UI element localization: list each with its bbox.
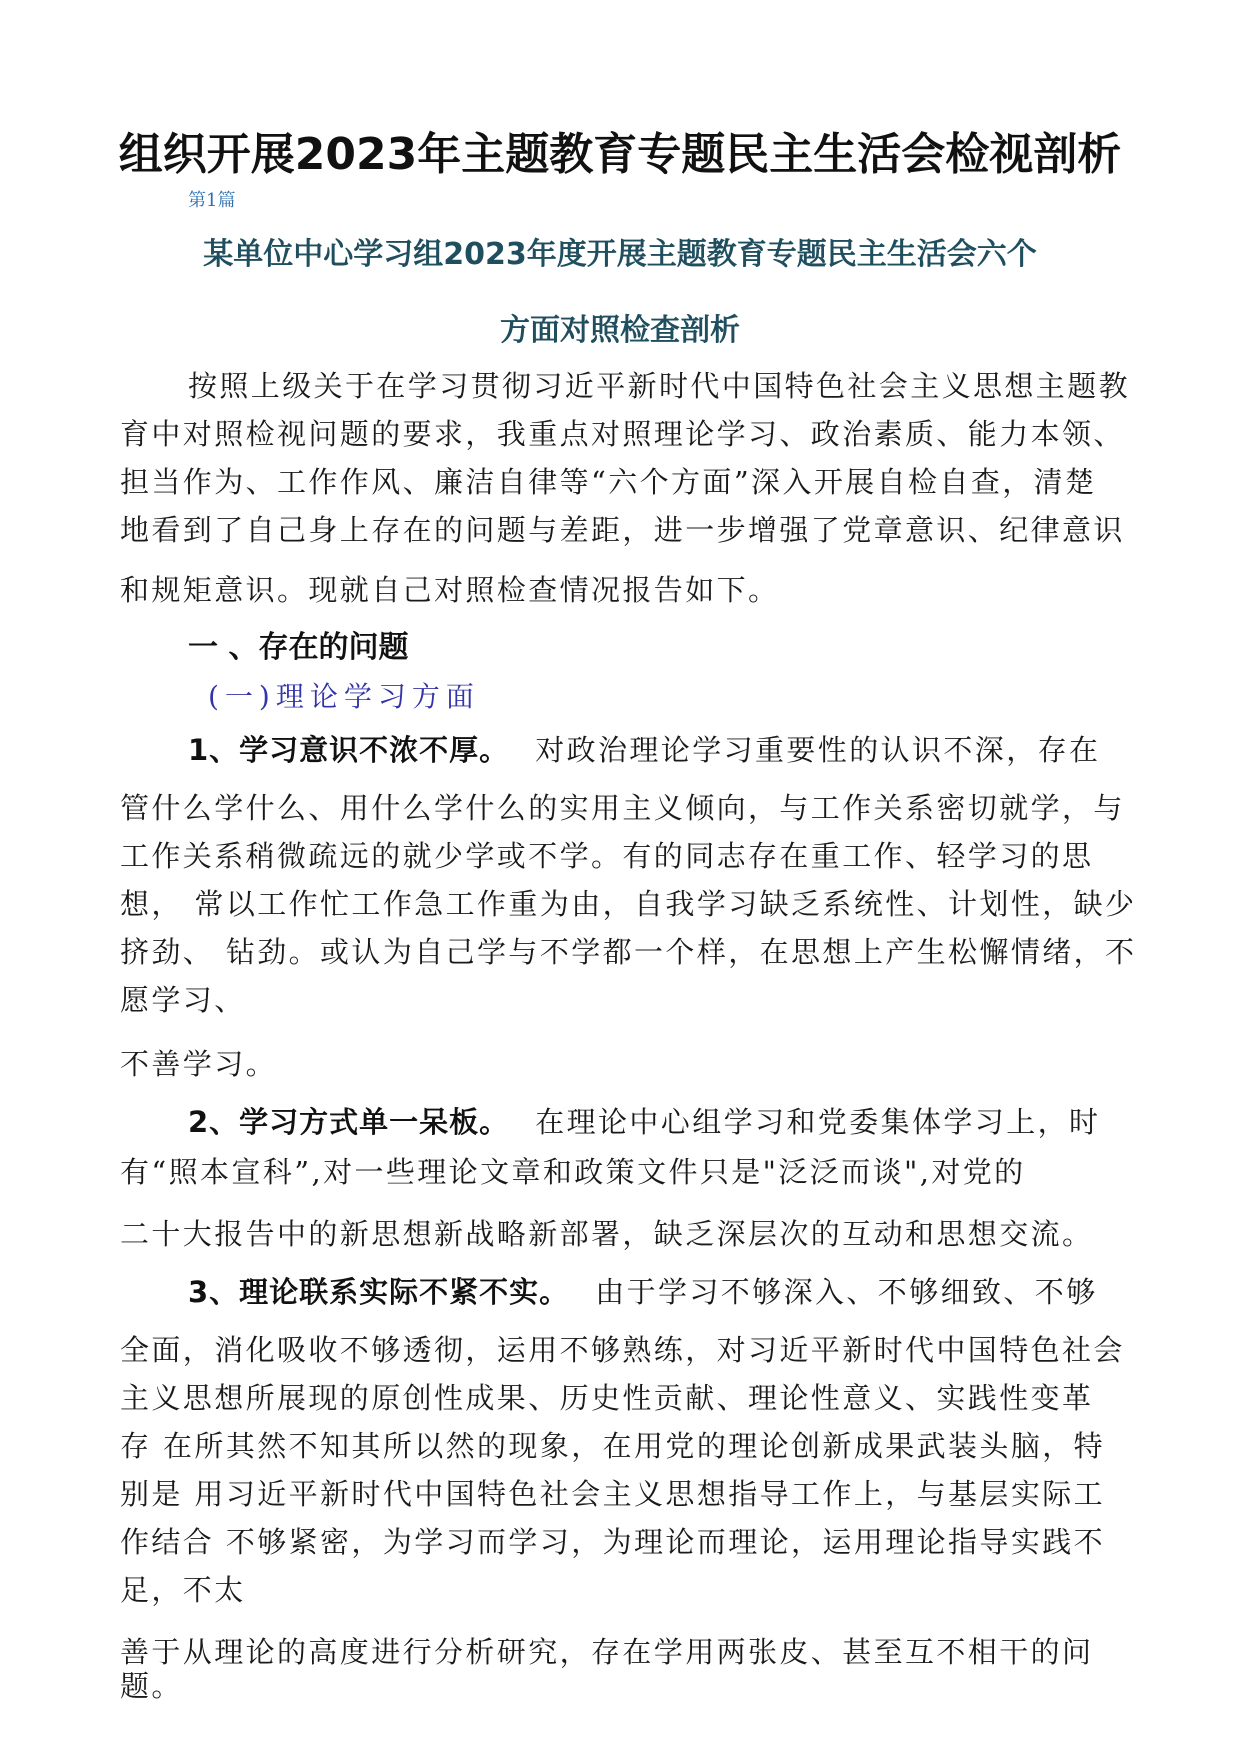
- item-3-line: 全面，消化吸收不够透彻，运用不够熟练，对习近平新时代中国特色社会: [120, 1333, 1125, 1367]
- item-1-line: 愿学习、: [120, 983, 246, 1017]
- item-3-line: 别是 用习近平新时代中国特色社会主义思想指导工作上，与基层实际工: [120, 1477, 1106, 1511]
- item-2-first-line: [188, 1100, 1100, 1141]
- item-2-lead: 在理论中心组学习和党委集体学习上，时: [535, 1105, 1101, 1139]
- item-1-first-line: [188, 728, 1100, 769]
- item-3-lead: 由于学习不够深入、不够细致、不够: [595, 1275, 1098, 1309]
- item-1-label: 1、学习意识不浓不厚。: [188, 733, 510, 767]
- section-subtitle-line-1: 某单位中心学习组2023年度开展主题教育专题民主生活会六个: [203, 237, 1037, 272]
- heading-theory-study: (一)理论学习方面: [208, 680, 480, 713]
- item-2-line: 二十大报告中的新思想新战略新部署，缺乏深层次的互动和思想交流。: [120, 1217, 1094, 1251]
- item-3-line: 存 在所其然不知其所以然的现象，在用党的理论创新成果武装头脑，特: [120, 1429, 1106, 1463]
- intro-line: 和规矩意识。现就自己对照检查情况报告如下。: [120, 573, 780, 607]
- item-3-first-line: [188, 1270, 1098, 1311]
- item-1-line: 挤劲、 钻劲。或认为自己学与不学都一个样，在思想上产生松懈情绪，不: [120, 935, 1137, 969]
- item-1-line: 管什么学什么、用什么学什么的实用主义倾向，与工作关系密切就学，与: [120, 791, 1125, 825]
- item-1-line: 想， 常以工作忙工作急工作重为由，自我学习缺乏系统性、计划性，缺少: [120, 887, 1137, 921]
- intro-line: 育中对照检视问题的要求，我重点对照理论学习、政治素质、能力本领、: [120, 417, 1125, 451]
- intro-line: 按照上级关于在学习贯彻习近平新时代中国特色社会主义思想主题教: [188, 369, 1131, 403]
- item-2-label: 2、学习方式单一呆板。: [188, 1105, 510, 1139]
- item-1-line: 工作关系稍微疏远的就少学或不学。有的同志存在重工作、轻学习的思: [120, 839, 1094, 873]
- item-3-label: 3、理论联系实际不紧不实。: [188, 1275, 570, 1309]
- document-title: 组织开展2023年主题教育专题民主生活会检视剖析: [118, 129, 1122, 180]
- item-3-line: 善于从理论的高度进行分析研究，存在学用两张皮、甚至互不相干的问: [120, 1635, 1094, 1669]
- section-subtitle-line-2: 方面对照检查剖析: [500, 313, 740, 348]
- item-3-line: 作结合 不够紧密，为学习而学习，为理论而理论，运用理论指导实践不: [120, 1525, 1106, 1559]
- intro-line: 担当作为、工作作风、廉洁自律等“六个方面”深入开展自检自查，清楚: [120, 465, 1097, 499]
- chapter-label: 第1篇: [188, 190, 236, 211]
- item-3-line: 足，不太: [120, 1573, 246, 1607]
- item-3-line: 题。: [120, 1669, 183, 1703]
- item-1-line: 不善学习。: [120, 1047, 278, 1081]
- item-2-line: 有“照本宣科”,对一些理论文章和政策文件只是"泛泛而谈",对党的: [120, 1155, 1026, 1189]
- heading-existing-problems: 一 、存在的问题: [188, 630, 409, 665]
- item-3-line: 主义思想所展现的原创性成果、历史性贡献、理论性意义、实践性变革: [120, 1381, 1094, 1415]
- intro-line: 地看到了自己身上存在的问题与差距，进一步增强了党章意识、纪律意识: [120, 513, 1125, 547]
- item-1-lead: 对政治理论学习重要性的认识不深，存在: [535, 733, 1101, 767]
